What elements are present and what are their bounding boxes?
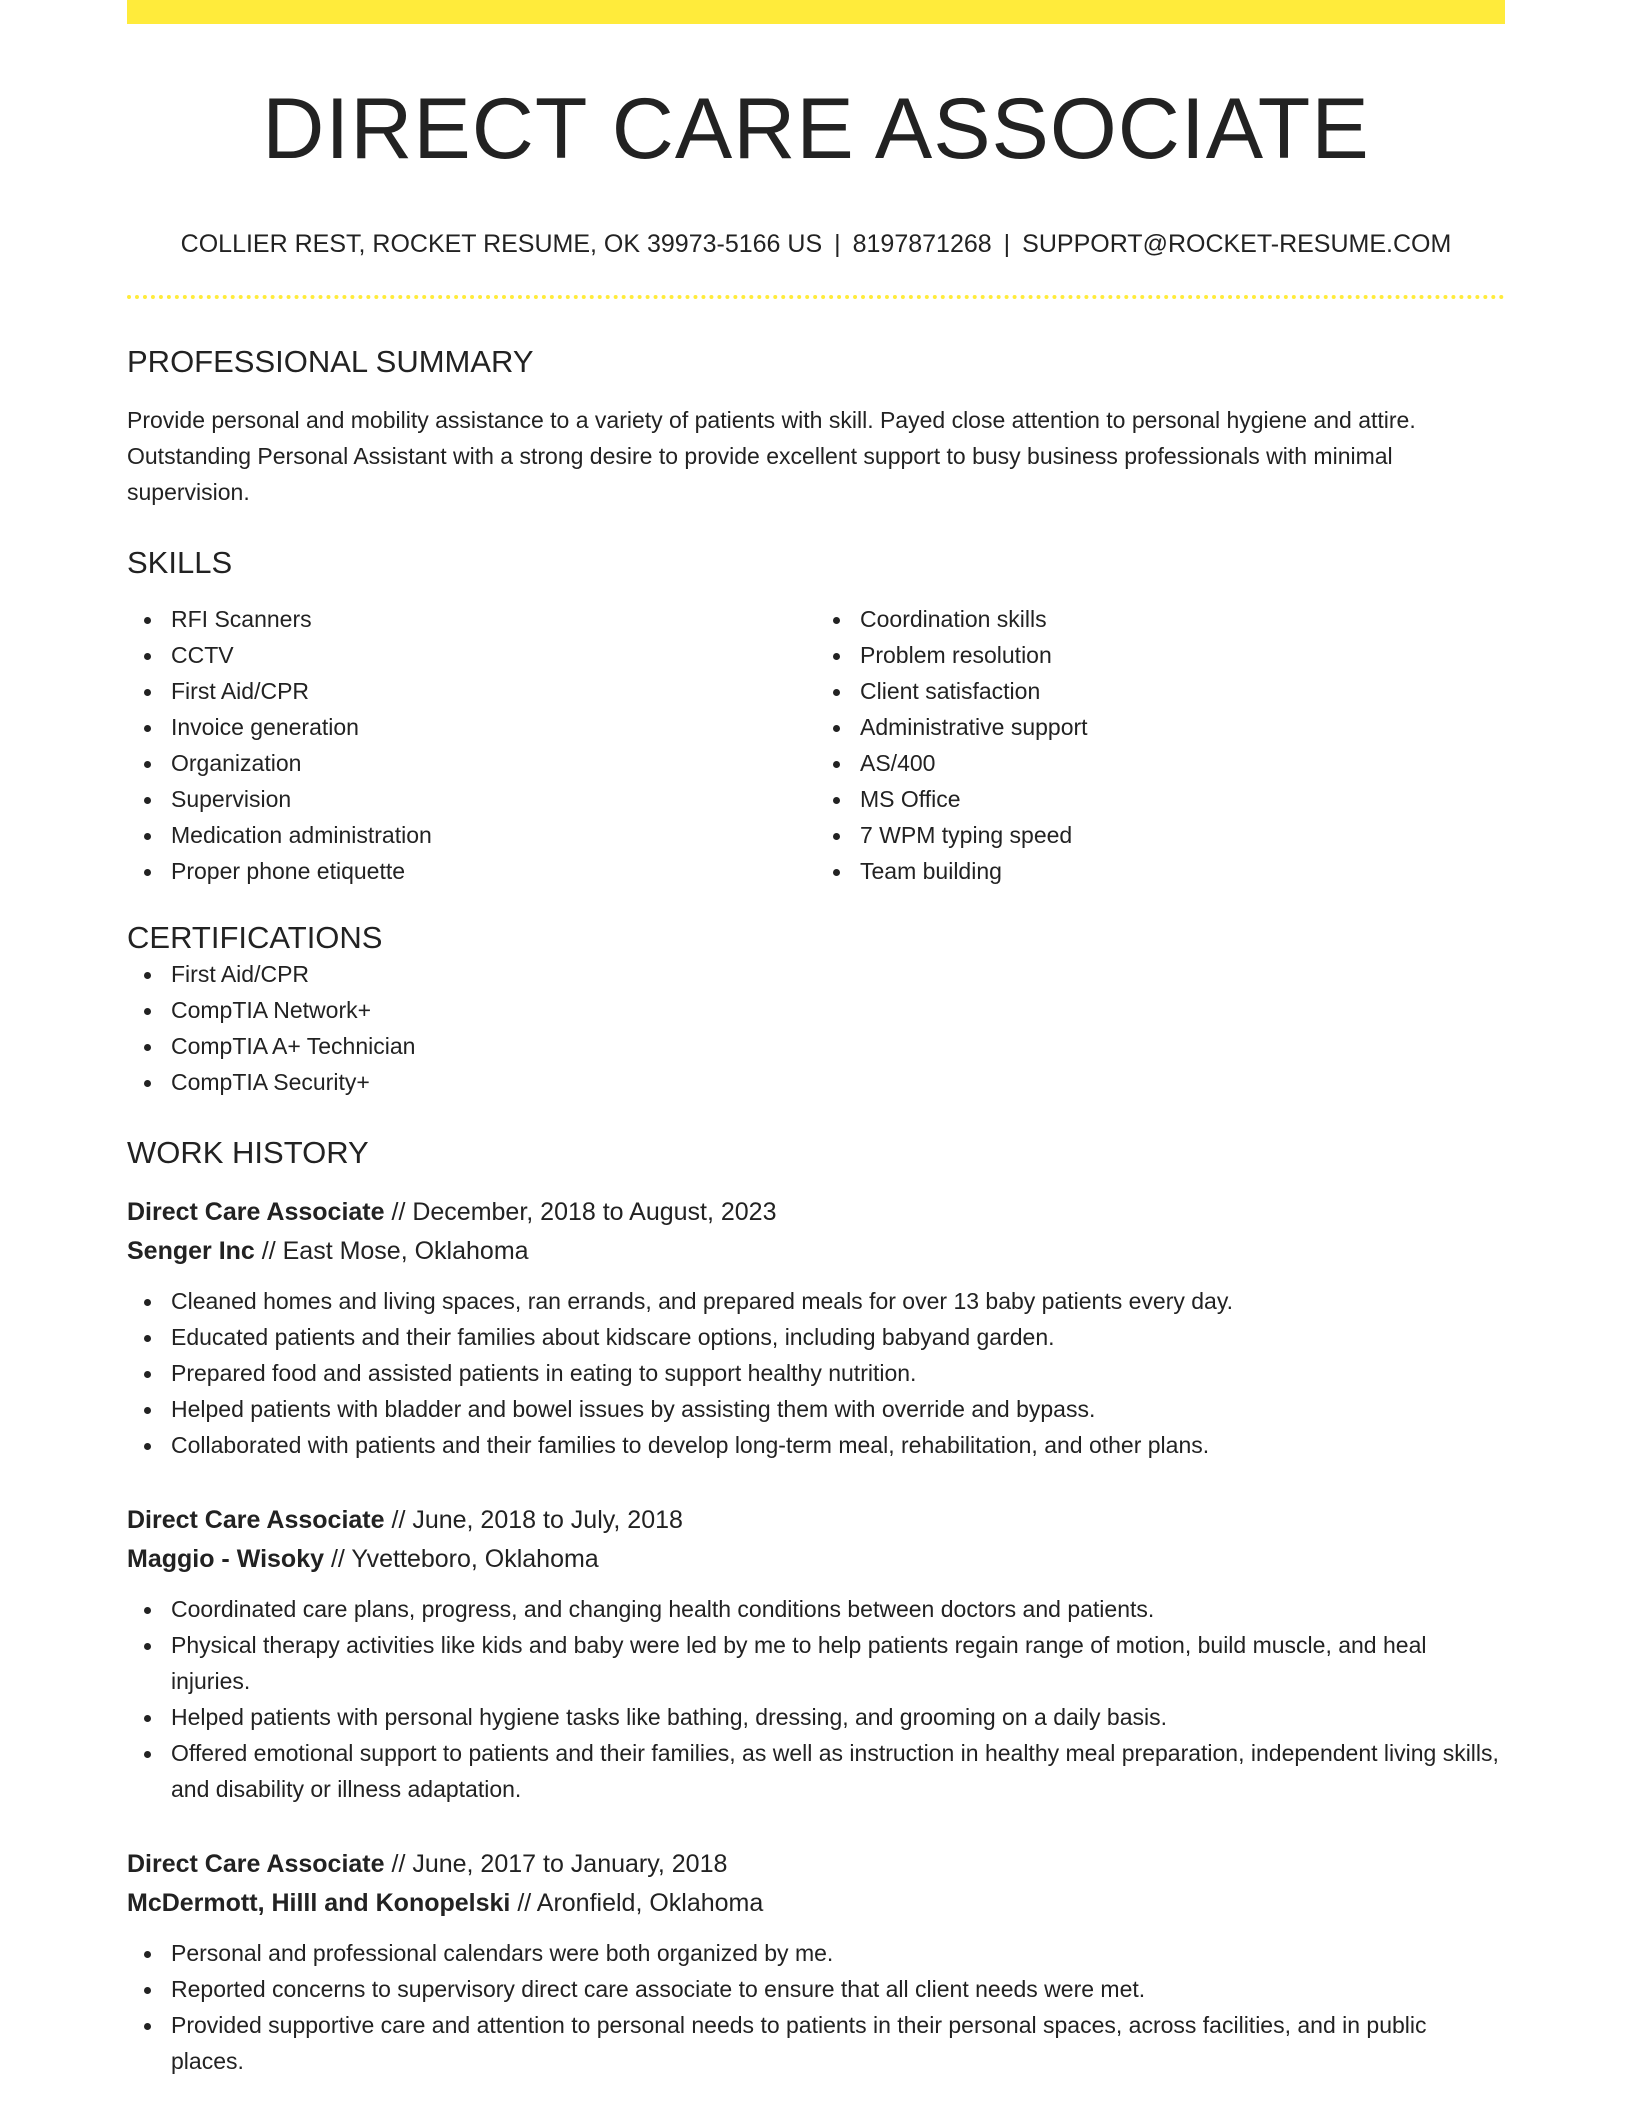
job-location: // East Mose, Oklahoma bbox=[254, 1237, 529, 1266]
skill-item: Medication administration bbox=[127, 817, 816, 853]
job-dates: // December, 2018 to August, 2023 bbox=[384, 1198, 777, 1227]
contact-separator: | bbox=[834, 229, 841, 258]
job-entry bbox=[127, 1501, 1505, 1807]
job-bullets bbox=[127, 1283, 1505, 1463]
job-role: Direct Care Associate bbox=[127, 1506, 385, 1535]
certification-item: CompTIA Network+ bbox=[127, 992, 1505, 1028]
contact-line bbox=[127, 229, 1505, 259]
contact-separator: | bbox=[1003, 229, 1011, 258]
job-title-line bbox=[127, 1501, 1505, 1540]
job-bullet: Provided supportive care and attention to personal needs to patients in their personal spaces, across facilities, and in public places. bbox=[127, 2007, 1505, 2079]
job-bullet: Educated patients and their families about kidscare options, including babyand garden. bbox=[127, 1319, 1505, 1355]
job-location: // Aronfield, Oklahoma bbox=[510, 1889, 764, 1918]
job-location: // Yvetteboro, Oklahoma bbox=[324, 1545, 599, 1574]
job-company: McDermott, Hilll and Konopelski bbox=[127, 1889, 511, 1918]
job-bullet: Personal and professional calendars were both organized by me. bbox=[127, 1935, 1505, 1971]
skill-item: Organization bbox=[127, 745, 816, 781]
skill-item: CCTV bbox=[127, 637, 816, 673]
skill-item: Proper phone etiquette bbox=[127, 853, 816, 889]
job-entry bbox=[127, 1845, 1505, 2079]
job-entry bbox=[127, 1193, 1505, 1463]
job-dates: // June, 2017 to January, 2018 bbox=[384, 1850, 728, 1879]
job-role: Direct Care Associate bbox=[127, 1850, 385, 1879]
job-bullet: Offered emotional support to patients and their families, as well as instruction in healthy meal preparation, independent living skills, and disability or illness adaptation. bbox=[127, 1735, 1505, 1807]
job-title-line bbox=[127, 1845, 1505, 1884]
skill-item: Team building bbox=[816, 853, 1505, 889]
summary-heading: PROFESSIONAL SUMMARY bbox=[127, 343, 534, 379]
job-bullet: Reported concerns to supervisory direct care associate to ensure that all client needs were met. bbox=[127, 1971, 1505, 2007]
job-bullet: Prepared food and assisted patients in eating to support healthy nutrition. bbox=[127, 1355, 1505, 1391]
resume-page bbox=[127, 0, 1505, 2079]
contact-phone: 8197871268 bbox=[852, 229, 992, 258]
skill-item: AS/400 bbox=[816, 745, 1505, 781]
resume-name: DIRECT CARE ASSOCIATE bbox=[262, 81, 1370, 177]
certification-item: First Aid/CPR bbox=[127, 956, 1505, 992]
contact-email: SUPPORT@ROCKET-RESUME.COM bbox=[1022, 229, 1452, 258]
job-company: Senger Inc bbox=[127, 1237, 255, 1266]
job-dates: // June, 2018 to July, 2018 bbox=[384, 1506, 683, 1535]
skills-heading: SKILLS bbox=[127, 544, 233, 580]
job-bullet: Coordinated care plans, progress, and changing health conditions between doctors and patients. bbox=[127, 1591, 1505, 1627]
certification-item: CompTIA A+ Technician bbox=[127, 1028, 1505, 1064]
job-company-line bbox=[127, 1232, 1505, 1271]
job-bullets bbox=[127, 1591, 1505, 1807]
certifications-heading: CERTIFICATIONS bbox=[127, 919, 383, 955]
job-company: Maggio - Wisoky bbox=[127, 1545, 325, 1574]
skill-item: Problem resolution bbox=[816, 637, 1505, 673]
job-role: Direct Care Associate bbox=[127, 1198, 385, 1227]
work-history-heading: WORK HISTORY bbox=[127, 1135, 369, 1171]
skill-item: 7 WPM typing speed bbox=[816, 817, 1505, 853]
job-bullets bbox=[127, 1935, 1505, 2079]
job-bullet: Helped patients with bladder and bowel issues by assisting them with override and bypass. bbox=[127, 1391, 1505, 1427]
contact-address: COLLIER REST, ROCKET RESUME, OK 39973-5166 US bbox=[180, 229, 823, 258]
job-company-line bbox=[127, 1884, 1505, 1923]
job-bullet: Helped patients with personal hygiene tasks like bathing, dressing, and grooming on a daily basis. bbox=[127, 1699, 1505, 1735]
skill-item: Client satisfaction bbox=[816, 673, 1505, 709]
accent-bar bbox=[127, 0, 1505, 24]
skill-item: Supervision bbox=[127, 781, 816, 817]
job-bullet: Physical therapy activities like kids and baby were led by me to help patients regain range of motion, build muscle, and heal injuries. bbox=[127, 1627, 1505, 1699]
skill-item: RFI Scanners bbox=[127, 601, 816, 637]
skills-left-list bbox=[127, 601, 816, 889]
job-title-line bbox=[127, 1193, 1505, 1232]
job-company-line bbox=[127, 1540, 1505, 1579]
skill-item: First Aid/CPR bbox=[127, 673, 816, 709]
certifications-list bbox=[127, 956, 1505, 1100]
job-bullet: Collaborated with patients and their families to develop long-term meal, rehabilitation, and other plans. bbox=[127, 1427, 1505, 1463]
certification-item: CompTIA Security+ bbox=[127, 1064, 1505, 1100]
skill-item: Administrative support bbox=[816, 709, 1505, 745]
summary-text: Provide personal and mobility assistance to a variety of patients with skill. Payed close attention to personal hygiene and attire. Outstanding Personal Assistant with a strong desire to provide excellent support to busy business professionals with minimal supervision. bbox=[127, 406, 1416, 505]
skill-item: MS Office bbox=[816, 781, 1505, 817]
skills-columns bbox=[127, 601, 1505, 889]
skill-item: Invoice generation bbox=[127, 709, 816, 745]
skills-right-list bbox=[816, 601, 1505, 889]
dotted-divider bbox=[127, 295, 1505, 299]
skill-item: Coordination skills bbox=[816, 601, 1505, 637]
job-bullet: Cleaned homes and living spaces, ran errands, and prepared meals for over 13 baby patients every day. bbox=[127, 1283, 1505, 1319]
